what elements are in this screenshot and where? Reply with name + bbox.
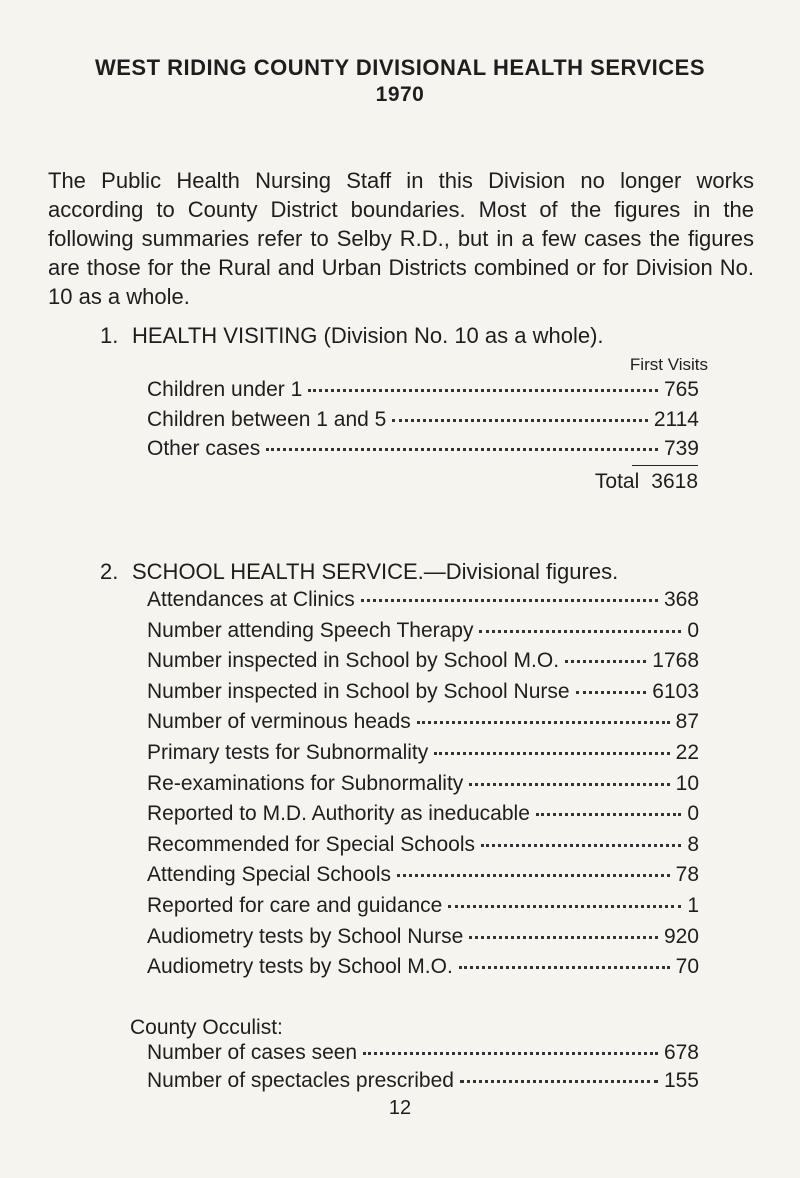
leader-dots [576, 691, 647, 694]
row-value: 87 [675, 710, 699, 733]
leader-dots [363, 1052, 658, 1055]
leader-dots [565, 660, 646, 663]
row-label: Other cases [147, 437, 261, 460]
row-value: 70 [675, 955, 699, 978]
leader-dots [361, 599, 658, 602]
table-row [147, 802, 699, 832]
row-label: Primary tests for Subnormality [147, 741, 429, 764]
row-value: 10 [675, 772, 699, 795]
row-label: Attending Special Schools [147, 863, 391, 886]
leader-dots [459, 966, 670, 969]
table-row [147, 925, 699, 955]
section-1-number: 1. [100, 323, 119, 348]
table-row [147, 680, 699, 710]
row-value: 920 [663, 925, 699, 948]
document-title: WEST RIDING COUNTY DIVISIONAL HEALTH SERVICES [94, 55, 706, 80]
leader-dots [397, 874, 670, 877]
section-2-heading: SCHOOL HEALTH SERVICE.—Divisional figures. [132, 559, 619, 584]
row-label: Number of verminous heads [147, 710, 411, 733]
section-1-total [595, 470, 698, 494]
row-value: 2114 [653, 408, 699, 431]
row-label: Number of spectacles prescribed [147, 1069, 454, 1092]
row-value: 765 [663, 378, 699, 401]
table-row [147, 408, 699, 438]
leader-dots [536, 813, 681, 816]
row-label: Number attending Speech Therapy [147, 619, 474, 642]
intro-paragraph: The Public Health Nursing Staff in this Division no longer works according to County District boundaries. Most of the figures in the following summaries refer to Selby R.D., but in a few cases the figures are those for the Rural and Urban Districts combined or for Division No. 10 as a whole. [48, 168, 754, 309]
row-value: 0 [687, 802, 699, 825]
table-row [147, 710, 699, 740]
table-row [147, 741, 699, 771]
document-year: 1970 [375, 83, 425, 106]
row-value: 1768 [652, 649, 699, 672]
table-row [147, 588, 699, 618]
table-row [147, 833, 699, 863]
row-label: Reported for care and guidance [147, 894, 443, 917]
leader-dots [392, 419, 647, 422]
section-1-heading: HEALTH VISITING (Division No. 10 as a whole). [132, 323, 604, 348]
row-value: 8 [687, 833, 699, 856]
row-value: 1 [687, 894, 699, 917]
row-label: Number inspected in School by School M.O. [147, 649, 560, 672]
table-row [147, 772, 699, 802]
table-row [147, 955, 699, 985]
table-row [147, 1041, 699, 1071]
table-row [147, 863, 699, 893]
row-value: 0 [687, 619, 699, 642]
table-row [147, 1069, 699, 1099]
row-label: Number inspected in School by School Nurse [147, 680, 570, 703]
leader-dots [460, 1080, 658, 1083]
section-1-column-header: First Visits [629, 355, 708, 374]
row-value: 6103 [652, 680, 699, 703]
page-number: 12 [388, 1097, 412, 1119]
leader-dots [469, 783, 669, 786]
total-label: Total [594, 470, 640, 493]
row-label: Re-examinations for Subnormality [147, 772, 464, 795]
row-value: 368 [663, 588, 699, 611]
table-row [147, 437, 699, 467]
section-2-number: 2. [100, 559, 119, 584]
leader-dots [434, 752, 669, 755]
row-value: 155 [663, 1069, 699, 1092]
table-row [147, 378, 699, 408]
table-row [147, 649, 699, 679]
row-label: Audiometry tests by School M.O. [147, 955, 453, 978]
total-value: 3618 [651, 470, 698, 493]
row-label: Recommended for Special Schools [147, 833, 476, 856]
leader-dots [481, 844, 681, 847]
row-value: 78 [675, 863, 699, 886]
leader-dots [266, 448, 658, 451]
row-value: 678 [663, 1041, 699, 1064]
occulist-heading: County Occulist: [130, 1016, 283, 1039]
leader-dots [479, 630, 681, 633]
leader-dots [417, 721, 670, 724]
leader-dots [469, 936, 658, 939]
row-value: 22 [675, 741, 699, 764]
leader-dots [308, 389, 658, 392]
row-label: Attendances at Clinics [147, 588, 355, 611]
row-label: Audiometry tests by School Nurse [147, 925, 464, 948]
row-label: Number of cases seen [147, 1041, 358, 1064]
row-label: Reported to M.D. Authority as ineducable [147, 802, 530, 825]
row-label: Children under 1 [147, 378, 303, 401]
table-row [147, 619, 699, 649]
row-value: 739 [663, 437, 699, 460]
leader-dots [448, 905, 681, 908]
total-rule [632, 465, 698, 466]
table-row [147, 894, 699, 924]
row-label: Children between 1 and 5 [147, 408, 387, 431]
